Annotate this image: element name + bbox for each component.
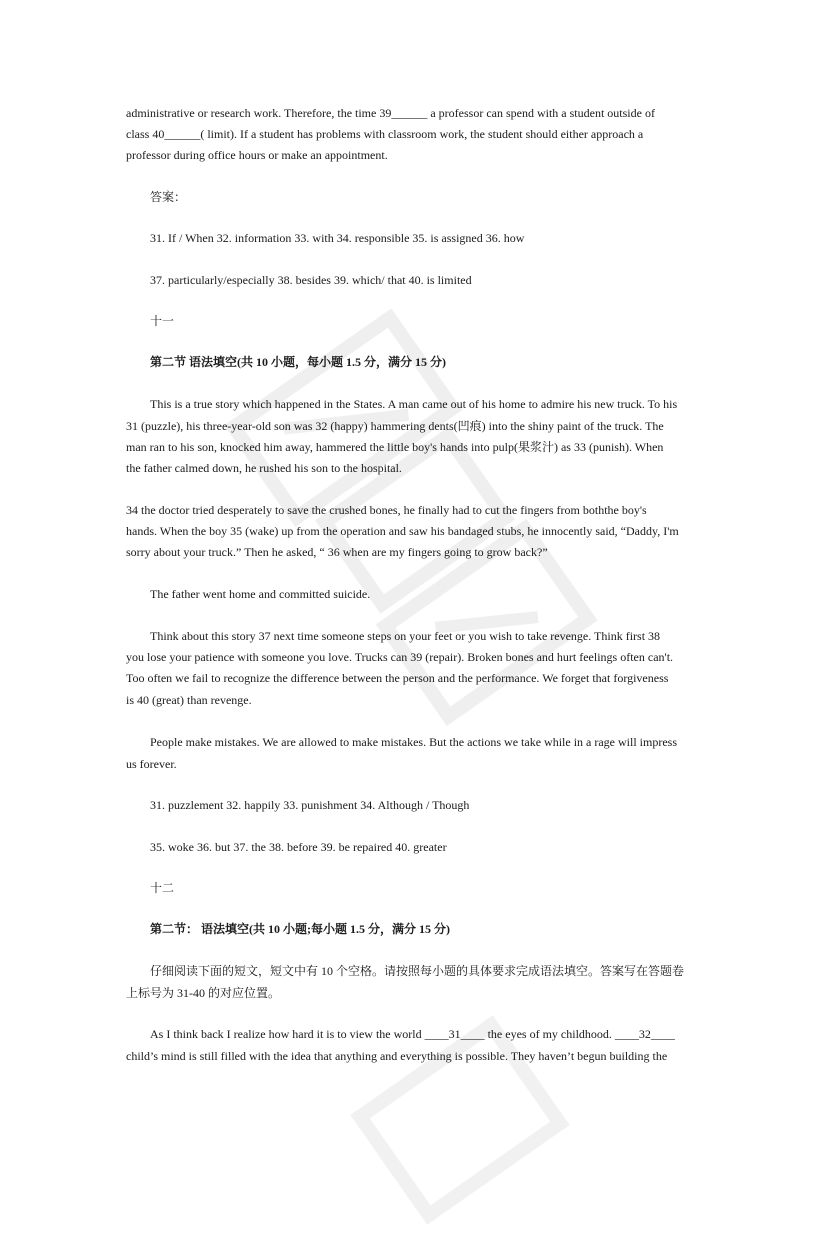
text-line: Too often we fail to recognize the difference between the person and the performance. We forget that forgiveness: [126, 671, 669, 685]
text-line: man ran to his son, knocked him away, hammered the little boy's hands into pulp(果浆汁) as 33 (punish). When: [126, 440, 664, 454]
text-line: Think about this story 37 next time someone steps on your feet or you wish to take revenge. Think first 38: [150, 629, 661, 643]
section-heading: 第二节 语法填空(共 10 小题，每小题 1.5 分，满分 15 分): [150, 355, 446, 369]
text-line: hands. When the boy 35 (wake) up from the operation and saw his bandaged stubs, he innocently said, “Daddy, I'm: [126, 524, 679, 538]
text-line: The father went home and committed suicide.: [150, 587, 371, 601]
text-line: 34 the doctor tried desperately to save the crushed bones, he finally had to cut the fingers from boththe boy's: [126, 503, 647, 517]
answer-heading: 答案：: [150, 190, 187, 204]
answer-line: 37. particularly/especially 38. besides 39. which/ that 40. is limited: [150, 273, 472, 287]
text-line: class 40______( limit). If a student has problems with classroom work, the student should either approach a: [126, 127, 644, 141]
text-line: This is a true story which happened in the States. A man came out of his home to admire his new truck. To his: [150, 397, 678, 411]
answer-line: 35. woke 36. but 37. the 38. before 39. be repaired 40. greater: [150, 840, 447, 854]
text-line: sorry about your truck.” Then he asked, “ 36 when are my fingers going to grow back?”: [126, 545, 548, 559]
text-line: you lose your patience with someone you love. Trucks can 39 (repair). Broken bones and hurt feelings often can't.: [126, 650, 674, 664]
text-line: People make mistakes. We are allowed to make mistakes. But the actions we take while in a rage will impress: [150, 735, 677, 749]
text-line: administrative or research work. Therefore, the time 39______ a professor can spend with a student outside of: [126, 106, 655, 120]
text-line: us forever.: [126, 757, 177, 771]
section-number: 十一: [150, 314, 175, 328]
answer-line: 31. If / When 32. information 33. with 34. responsible 35. is assigned 36. how: [150, 231, 525, 245]
text-line: professor during office hours or make an appointment.: [126, 148, 388, 162]
text-line: child’s mind is still filled with the idea that anything and everything is possible. They haven’t begun building the: [126, 1049, 668, 1063]
answer-line: 31. puzzlement 32. happily 33. punishment 34. Although / Though: [150, 798, 470, 812]
text-line: the father calmed down, he rushed his son to the hospital.: [126, 461, 402, 475]
section-number: 十二: [150, 881, 175, 895]
instruction-line: 上标号为 31-40 的对应位置。: [126, 986, 280, 1000]
section-heading: 第二节： 语法填空(共 10 小题;每小题 1.5 分，满分 15 分): [150, 922, 450, 936]
text-line: 31 (puzzle), his three-year-old son was 32 (happy) hammering dents(凹痕) into the shiny paint of the truck. The: [126, 419, 664, 433]
instruction-line: 仔细阅读下面的短文，短文中有 10 个空格。请按照每小题的具体要求完成语法填空。答案写在答题卷: [150, 964, 685, 978]
text-line: is 40 (great) than revenge.: [126, 693, 252, 707]
text-line: As I think back I realize how hard it is to view the world ____31____ the eyes of my childhood. ____32____: [150, 1027, 675, 1041]
